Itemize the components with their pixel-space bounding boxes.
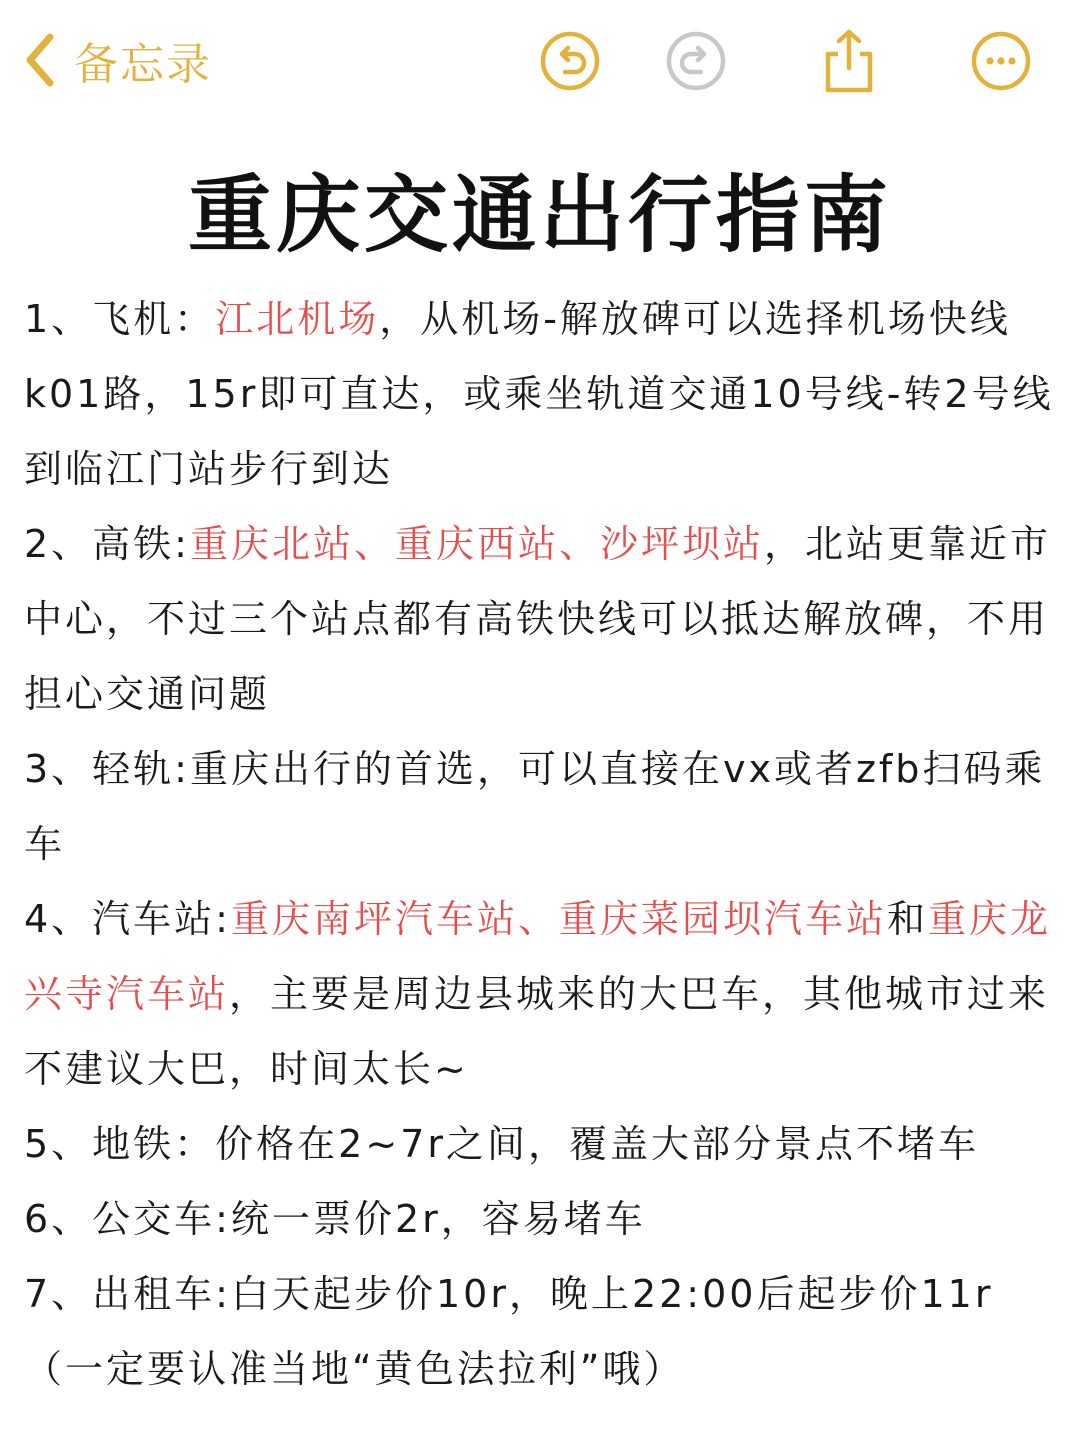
item-city-bus: 6、公交车:统一票价2r，容易堵车 — [24, 1197, 646, 1241]
redo-icon — [665, 30, 727, 92]
share-button[interactable] — [818, 30, 880, 92]
item-light-rail: 3、轻轨:重庆出行的首选，可以直接在vx或者zfb扫码乘车 — [24, 747, 1046, 866]
item-high-speed-rail — [24, 507, 1064, 732]
item-text: ，北站更靠近市中心，不过三个站点都有高铁快线可以抵达解放碑，不用担心交通问题 — [24, 522, 1052, 716]
redo-button[interactable] — [665, 30, 727, 92]
highlight-text: 江北机场 — [215, 297, 380, 341]
item-label: 4、汽车站: — [24, 897, 231, 941]
item-label: 1、飞机： — [24, 297, 216, 341]
back-button[interactable] — [22, 28, 212, 92]
item-text: ，主要是周边县城来的大巴车，其他城市过来不建议大巴，时间太长~ — [24, 972, 1050, 1091]
notes-toolbar — [0, 0, 1080, 120]
item-bus-station — [24, 882, 1064, 1107]
share-icon — [818, 28, 880, 94]
item-text: 和 — [887, 897, 929, 941]
item-label: 2、高铁: — [24, 522, 190, 566]
note-body[interactable] — [24, 282, 1064, 1407]
item-taxi: 7、出租车:白天起步价10r，晚上22:00后起步价11r（一定要认准当地“黄色法拉利”哦） — [24, 1272, 994, 1391]
chevron-left-icon — [22, 31, 56, 89]
item-text: ，从机场-解放碑可以选择机场快线k01路，15r即可直达，或乘坐轨道交通10号线-转2号线到临江门站步行到达 — [24, 297, 1054, 491]
item-airplane — [24, 282, 1064, 507]
more-icon — [970, 30, 1032, 92]
undo-icon — [539, 30, 601, 92]
highlight-text: 重庆南坪汽车站、重庆菜园坝汽车站 — [230, 897, 887, 941]
undo-button[interactable] — [539, 30, 601, 92]
item-subway: 5、地铁：价格在2~7r之间，覆盖大部分景点不堵车 — [24, 1122, 979, 1166]
back-label: 备忘录 — [74, 39, 212, 90]
more-button[interactable] — [970, 30, 1032, 92]
note-title: 重庆交通出行指南 — [187, 166, 892, 264]
highlight-text: 重庆北站、重庆西站、沙坪坝站 — [189, 522, 764, 566]
highlight-text: 重庆龙兴寺汽车站 — [24, 897, 1052, 1016]
